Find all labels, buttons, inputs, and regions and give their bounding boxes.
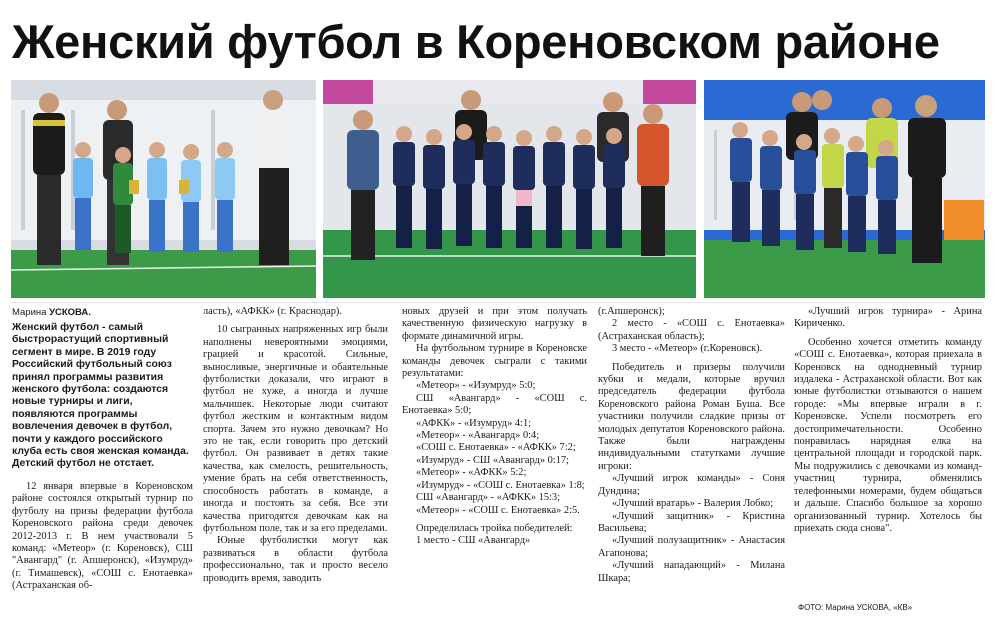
text-column-5 [794, 306, 982, 632]
paragraph: новых друзей и при этом получать качественную физическую нагрузку в формате динамичной игры. [402, 306, 587, 342]
paragraph: Победитель и призеры получили кубки и медали, которые вручил председатель федерации футбола Кореновского района Роман Буша. Все участники получили сладкие призы от молодых депутатов Кореновского района. Также были награждены индивидуальными статутками лучшие игроки: [598, 361, 785, 472]
award-line: «Лучший вратарь» - Валерия Лобко; [612, 498, 774, 510]
award-line: «Лучший игрок команды» - Соня Дундина; [598, 473, 785, 497]
result-line: 3 место - «Метеор» (г.Кореновск). [612, 343, 763, 355]
result-line: «Метеор» - «АФКК» 5:2; [416, 467, 527, 479]
award-line: «Лучший полузащитник» - Анастасия Агапонова; [598, 535, 785, 559]
team-photo-1 [11, 80, 316, 298]
award-line: «Лучший нападающий» - Милана Шкара; [598, 560, 785, 584]
result-line: «Метеор» - «СОШ с. Енотаевка» 2:5. [416, 504, 580, 516]
photo-credit: ФОТО: Марина УСКОВА, «КВ» [798, 603, 913, 612]
result-line: «Метеор» - «Авангард» 0:4; [416, 430, 540, 442]
byline-prefix: Марина [12, 307, 50, 318]
paragraph: 10 сыгранных напряженных игр были наполнены невероятными эмоциями, грацией и красотой. Сильные, выносливые, энергичные и обаятельные футболистки доказали, что играют в футбол не хуже, а иногда и лучше мальчишек. Некоторые люди считают футбол жестким и контактным видом спорта. Зачем это нужно девочкам? Но это не так, если говорить про детский футбол. Он развивает в детях такие качества, как смелость, решительность, умение брать на себя ответственность, способность работать в команде, а иногда и постоять за себя. Все эти качества пригодятся девочкам как на футбольном поле, так и за его пределами. [203, 324, 388, 534]
text-column-1 [12, 322, 193, 632]
paragraph: Юные футболистки могут как развиваться в области футбола профессионально, так и просто весело проводить время, заводить [203, 535, 388, 584]
divider [12, 302, 984, 303]
result-line: «СОШ с. Енотаевка» - «АФКК» 7:2; [416, 442, 576, 454]
result-line: 2 место - «СОШ с. Енотаевка» (Астраханская область); [598, 318, 785, 342]
paragraph: На футбольном турнире в Кореновске команды девочек сыграли с такими результатами: [402, 343, 587, 380]
result-line: (г.Апшеронск); [598, 306, 665, 317]
byline [12, 307, 91, 318]
paragraph: Особенно хочется отметить команду «СОШ с. Енотаевка», которая приехала в Кореновск на однодневный турнир издалека - Астраханской области. Вот как юные футболистки отзываются о нашем городе: «Мы впервые играли в г. Кореновске. Успели посмотреть его достопримечательности. Особенно понравилась нарядная елка на центральной площади и городской парк. Мы подружились с девочками из команд- участниц турнира, обменялись телефонными номерами, будем общаться и дальше. Спасибо большое за хорошо организованный турнир. Хотелось бы приехать сюда снова". [794, 336, 982, 534]
team-photo-3 [704, 80, 985, 298]
result-line: СШ «Авангард» - «АФКК» 15:3; [416, 492, 560, 504]
result-line: 1 место - СШ «Авангард» [416, 535, 531, 547]
paragraph: Определилась тройка победителей: [416, 522, 573, 534]
award-line: «Лучший защитник» - Кристина Васильева; [598, 510, 785, 534]
author-name: УСКОВА. [49, 307, 91, 318]
result-line: «Изумруд» - СШ «Авангард» 0:17; [416, 454, 569, 466]
text-column-4 [598, 306, 785, 632]
lead-paragraph: Женский футбол - самый быстрорастущий спортивный сегмент в мире. В 2019 году Российский футбольный союз принял программы развития женского футбола: создаются новые турниры и лиги, появляются программы вовлечения девочек в футбол, почти у каждого российского клуба есть своя женская команда. Детский футбол не отстает. [12, 322, 189, 470]
headline: Женский футбол в Кореновском районе [12, 15, 940, 68]
text-column-2 [203, 306, 388, 632]
paragraph: 12 января впервые в Кореновском районе состоялся открытый турнир по футболу на призы федерации футбола Кореновского района среди девочек 2012-2013 г. В нем участвовали 5 команд: «Метеор» (г. Кореновск), СШ "Авангард" (г. Апшеронск), «Изумруд» (г. Тимашевск), «СОШ с. Енотаевка» (Астраханская об- [12, 480, 193, 592]
result-line: «АФКК» - «Изумруд» 4:1; [416, 417, 532, 429]
result-line: «Метеор» - «Изумруд» 5:0; [416, 380, 536, 392]
result-line: «Изумруд» - «СОШ с. Енотаевка» 1:8; [416, 479, 585, 491]
team-photo-2 [323, 80, 696, 298]
paragraph: ласть), «АФКК» (г. Краснодар). [203, 306, 342, 317]
result-line: СШ «Авангард» - «СОШ с. Енотаевка» 5:0; [402, 392, 587, 417]
text-column-3 [402, 306, 587, 632]
award-line: «Лучший игрок турнира» - Арина Кириченко. [794, 306, 982, 330]
